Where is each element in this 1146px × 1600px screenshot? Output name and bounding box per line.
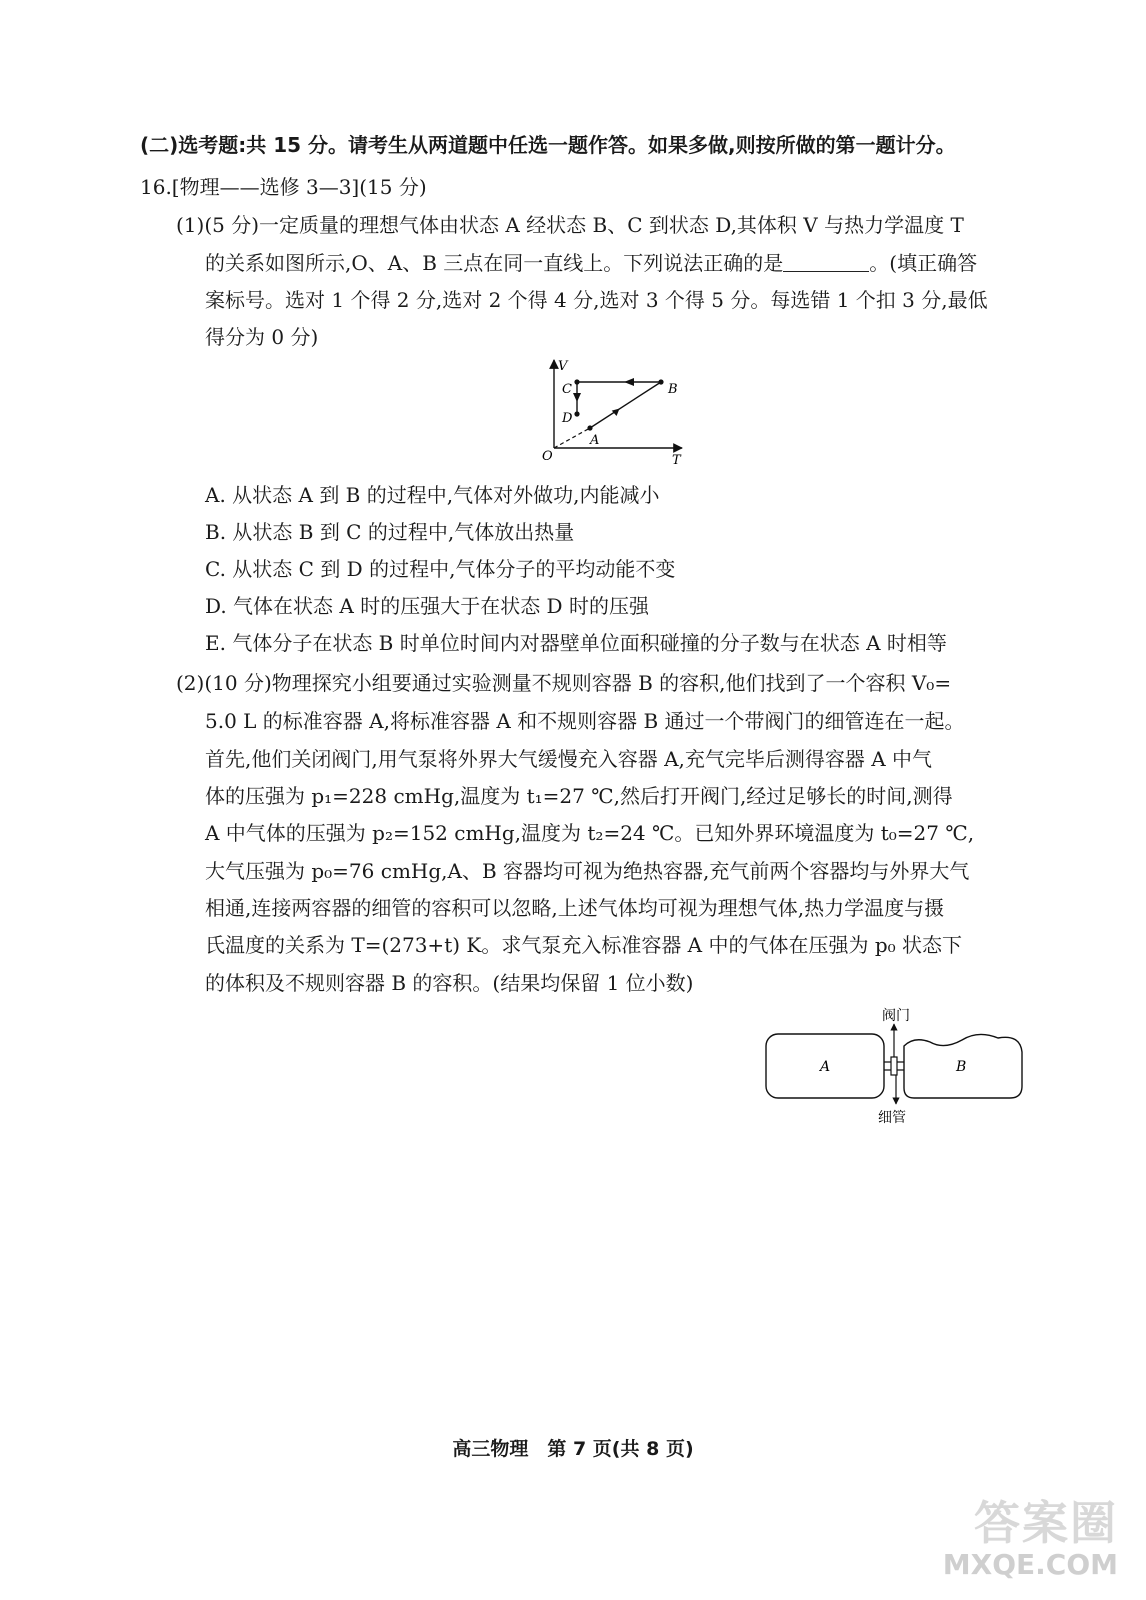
page-footer: 高三物理 第 7 页(共 8 页) bbox=[452, 1438, 694, 1460]
arrow-cd bbox=[573, 393, 581, 402]
dashed-origin-line bbox=[554, 428, 590, 448]
point-c bbox=[574, 379, 579, 384]
option-a: A. 从状态 A 到 B 的过程中,气体对外做功,内能减小 bbox=[205, 483, 660, 507]
part1-line-2-text: 的关系如图所示,O、A、B 三点在同一直线上。下列说法正确的是 bbox=[205, 251, 784, 275]
part1-line-3: 案标号。选对 1 个得 2 分,选对 2 个得 4 分,选对 3 个得 5 分。每选错 1 个扣 3 分,最低 bbox=[205, 288, 988, 312]
part2-line-2: 5.0 L 的标准容器 A,将标准容器 A 和不规则容器 B 通过一个带阀门的细管连在一起。 bbox=[205, 709, 965, 733]
part1-line-2-tail: 。(填正确答 bbox=[869, 251, 978, 275]
part2-line-8: 氏温度的关系为 T=(273+t) K。求气泵充入标准容器 A 中的气体在压强为 p₀ 状态下 bbox=[205, 933, 963, 957]
part1-line-1: (1)(5 分)一定质量的理想气体由状态 A 经状态 B、C 到状态 D,其体积 V 与热力学温度 T bbox=[176, 213, 964, 237]
tube-label: 细管 bbox=[878, 1110, 906, 1126]
container-figure bbox=[762, 1004, 1032, 1130]
part2-line-5: A 中气体的压强为 p₂=152 cmHg,温度为 t₂=24 ℃。已知外界环境温度为 t₀=27 ℃, bbox=[205, 821, 975, 845]
part2-line-4: 体的压强为 p₁=228 cmHg,温度为 t₁=27 ℃,然后打开阀门,经过足够长的时间,测得 bbox=[205, 784, 953, 808]
watermark-bottom: MXQE.COM bbox=[942, 1548, 1118, 1581]
option-d: D. 气体在状态 A 时的压强大于在状态 D 时的压强 bbox=[205, 594, 649, 618]
container-a-label: A bbox=[820, 1059, 831, 1075]
point-b bbox=[658, 379, 663, 384]
label-c: C bbox=[562, 382, 572, 397]
option-b: B. 从状态 B 到 C 的过程中,气体放出热量 bbox=[205, 520, 575, 544]
label-d: D bbox=[562, 411, 573, 426]
question-title: 16.[物理——选修 3—3](15 分) bbox=[140, 175, 427, 199]
point-a bbox=[587, 425, 592, 430]
section-header: (二)选考题:共 15 分。请考生从两道题中任选一题作答。如果多做,则按所做的第一题计分。 bbox=[140, 133, 956, 157]
part1-line-2 bbox=[205, 248, 977, 278]
part2-line-3: 首先,他们关闭阀门,用气泵将外界大气缓慢充入容器 A,充气完毕后测得容器 A 中气 bbox=[205, 747, 933, 771]
part2-line-7: 相通,连接两容器的细管的容积可以忽略,上述气体均可视为理想气体,热力学温度与摄 bbox=[205, 896, 945, 920]
vt-graph bbox=[532, 352, 692, 470]
label-o: O bbox=[542, 449, 553, 464]
watermark-logo bbox=[928, 1498, 1118, 1586]
watermark-top: 答案圈 bbox=[974, 1496, 1118, 1550]
label-b: B bbox=[668, 382, 678, 397]
valve-label: 阀门 bbox=[882, 1008, 910, 1024]
part2-line-6: 大气压强为 p₀=76 cmHg,A、B 容器均可视为绝热容器,充气前两个容器均与外界大气 bbox=[205, 859, 970, 883]
part2-line-1: (2)(10 分)物理探究小组要通过实验测量不规则容器 B 的容积,他们找到了一个容积 V₀= bbox=[176, 671, 952, 695]
label-a: A bbox=[590, 433, 600, 448]
point-d bbox=[574, 411, 579, 416]
container-b-label: B bbox=[956, 1059, 967, 1075]
part1-line-4: 得分为 0 分) bbox=[205, 325, 319, 349]
segment-ab bbox=[590, 382, 661, 428]
answer-blank bbox=[783, 251, 869, 272]
arrow-bc bbox=[624, 378, 634, 386]
option-c: C. 从状态 C 到 D 的过程中,气体分子的平均动能不变 bbox=[205, 557, 676, 581]
label-v: V bbox=[558, 359, 568, 374]
option-e: E. 气体分子在状态 B 时单位时间内对器壁单位面积碰撞的分子数与在状态 A 时相等 bbox=[205, 631, 947, 655]
part2-line-9: 的体积及不规则容器 B 的容积。(结果均保留 1 位小数) bbox=[205, 971, 694, 995]
label-t: T bbox=[672, 453, 681, 468]
valve-body bbox=[891, 1057, 897, 1075]
